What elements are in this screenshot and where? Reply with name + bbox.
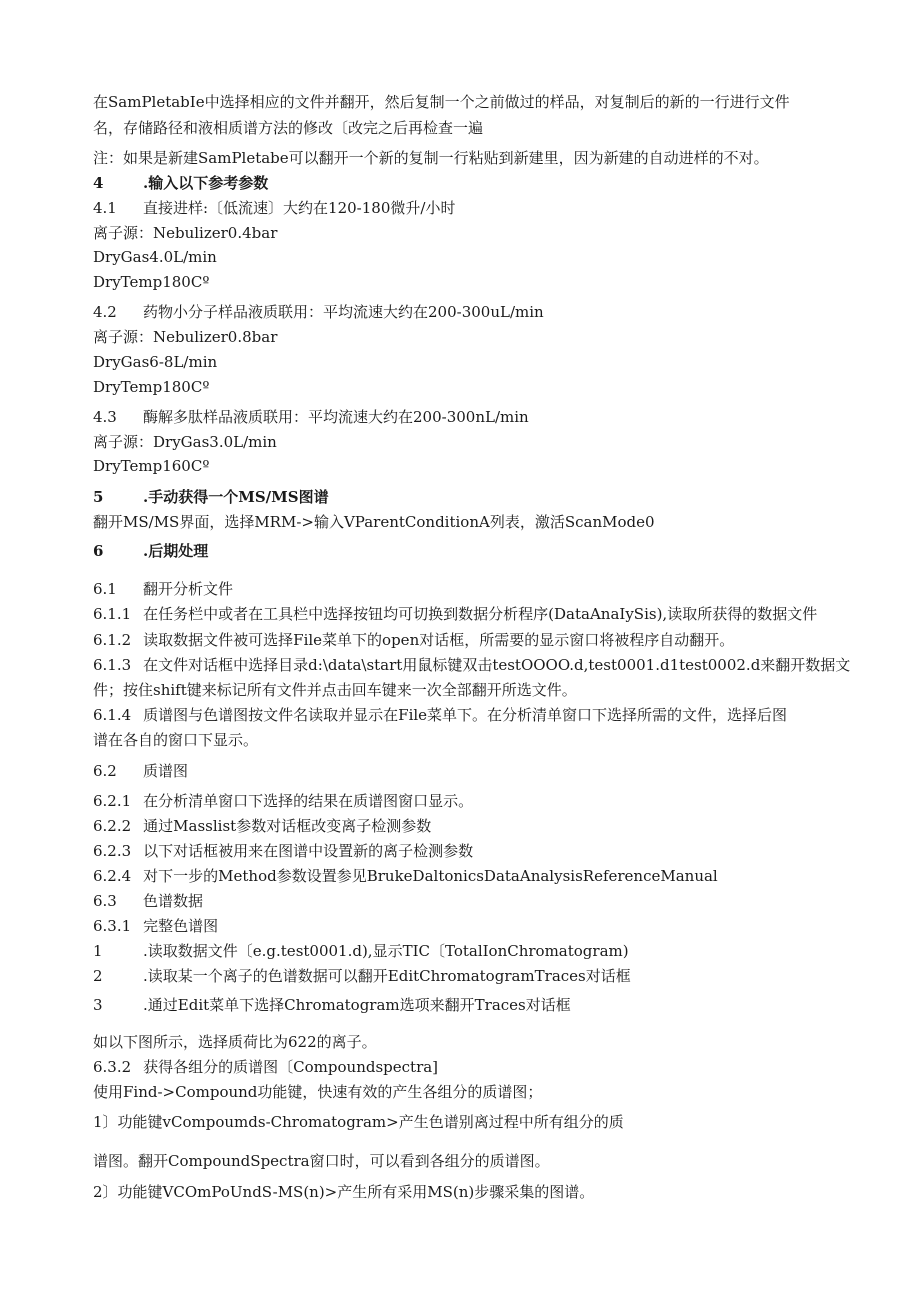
- text-line: 如以下图所示，选择质荷比为622的离子。: [93, 1033, 377, 1051]
- text-line: 2〕功能键VCOmPoUndS-MS(n)>产生所有采用MS(n)步骤采集的图谱。: [93, 1183, 595, 1201]
- text-line: 注：如果是新建SamPletabe可以翻开一个新的复制一行粘贴到新建里，因为新建的自动进样的不对。: [93, 149, 769, 167]
- text-line: 6.3.1 完整色谱图: [93, 917, 219, 935]
- text-line: 谱图。翻开CompoundSpectra窗口时，可以看到各组分的质谱图。: [93, 1152, 550, 1170]
- text-line: 1〕功能键vCompoumds-Chromatogram>产生色谱别离过程中所有组分的质: [93, 1113, 624, 1131]
- text-line: 1 .读取数据文件〔e.g.test0001.d),显示TIC〔TotalIonChromatogram): [93, 942, 629, 960]
- text-line: 4.1 直接进样:〔低流速〕大约在120-180微升/小时: [93, 199, 456, 217]
- text-line: 6.3 色谱数据: [93, 892, 204, 910]
- text-line: DryGas6-8L/min: [93, 353, 218, 371]
- text-line: 6.3.2 获得各组分的质谱图〔Compoundspectra]: [93, 1058, 439, 1076]
- text-line: 6.2.4 对下一步的Method参数设置参见BrukeDaltonicsDataAnalysisReferenceManual: [93, 867, 718, 885]
- text-line: 6.1.4 质谱图与色谱图按文件名读取并显示在File菜单下。在分析清单窗口下选择所需的文件，选择后图: [93, 706, 788, 724]
- text-line: 离子源：Nebulizer0.4bar: [93, 224, 278, 242]
- text-line: 离子源：Nebulizer0.8bar: [93, 328, 278, 346]
- section-heading: 4 .输入以下参考参数: [93, 174, 269, 192]
- text-line: 6.2 质谱图: [93, 762, 189, 780]
- text-line: 件；按住shift键来标记所有文件并点击回车键来一次全部翻开所选文件。: [93, 681, 577, 699]
- text-line: 名，存储路径和液相质谱方法的修改〔改完之后再检查一遍: [93, 119, 484, 137]
- text-line: 4.2 药物小分子样品液质联用：平均流速大约在200-300uL/min: [93, 303, 544, 321]
- text-line: 6.2.2 通过Masslist参数对话框改变离子检测参数: [93, 817, 432, 835]
- text-line: 3 .通过Edit菜单下选择Chromatogram选项来翻开Traces对话框: [93, 996, 571, 1014]
- text-line: DryTemp180Cº: [93, 378, 210, 396]
- text-line: 谱在各自的窗口下显示。: [93, 731, 259, 749]
- text-line: 6.1 翻开分析文件: [93, 580, 234, 598]
- text-line: 离子源：DryGas3.0L/min: [93, 433, 277, 451]
- text-line: DryTemp160Cº: [93, 457, 210, 475]
- text-line: 6.1.1 在任务栏中或者在工具栏中选择按钮均可切换到数据分析程序(DataAnaIySis),读取所获得的数据文件: [93, 605, 818, 623]
- text-line: 6.1.3 在文件对话框中选择目录d:\data\start用鼠标键双击testOOOO.d,test0001.d1test0002.d来翻开数据文: [93, 656, 851, 674]
- section-heading: 5 .手动获得一个MS/MS图谱: [93, 488, 329, 506]
- text-line: 6.2.3 以下对话框被用来在图谱中设置新的离子检测参数: [93, 842, 474, 860]
- text-line: 翻开MS/MS界面，选择MRM->输入VParentConditionA列表，激活ScanMode0: [93, 513, 655, 531]
- text-line: DryTemp180Cº: [93, 273, 210, 291]
- text-line: 6.1.2 读取数据文件被可选择File菜单下的open对话框，所需要的显示窗口将被程序自动翻开。: [93, 631, 735, 649]
- text-line: 使用Find->Compound功能键，快速有效的产生各组分的质谱图；: [93, 1083, 543, 1101]
- text-line: DryGas4.0L/min: [93, 248, 217, 266]
- text-line: 4.3 酶解多肽样品液质联用：平均流速大约在200-300nL/min: [93, 408, 529, 426]
- text-line: 6.2.1 在分析清单窗口下选择的结果在质谱图窗口显示。: [93, 792, 474, 810]
- section-heading: 6 .后期处理: [93, 542, 209, 560]
- text-line: 在SamPletabIe中选择相应的文件并翻开，然后复制一个之前做过的样品，对复制后的新的一行进行文件: [93, 93, 790, 111]
- text-line: 2 .读取某一个离子的色谱数据可以翻开EditChromatogramTraces对话框: [93, 967, 631, 985]
